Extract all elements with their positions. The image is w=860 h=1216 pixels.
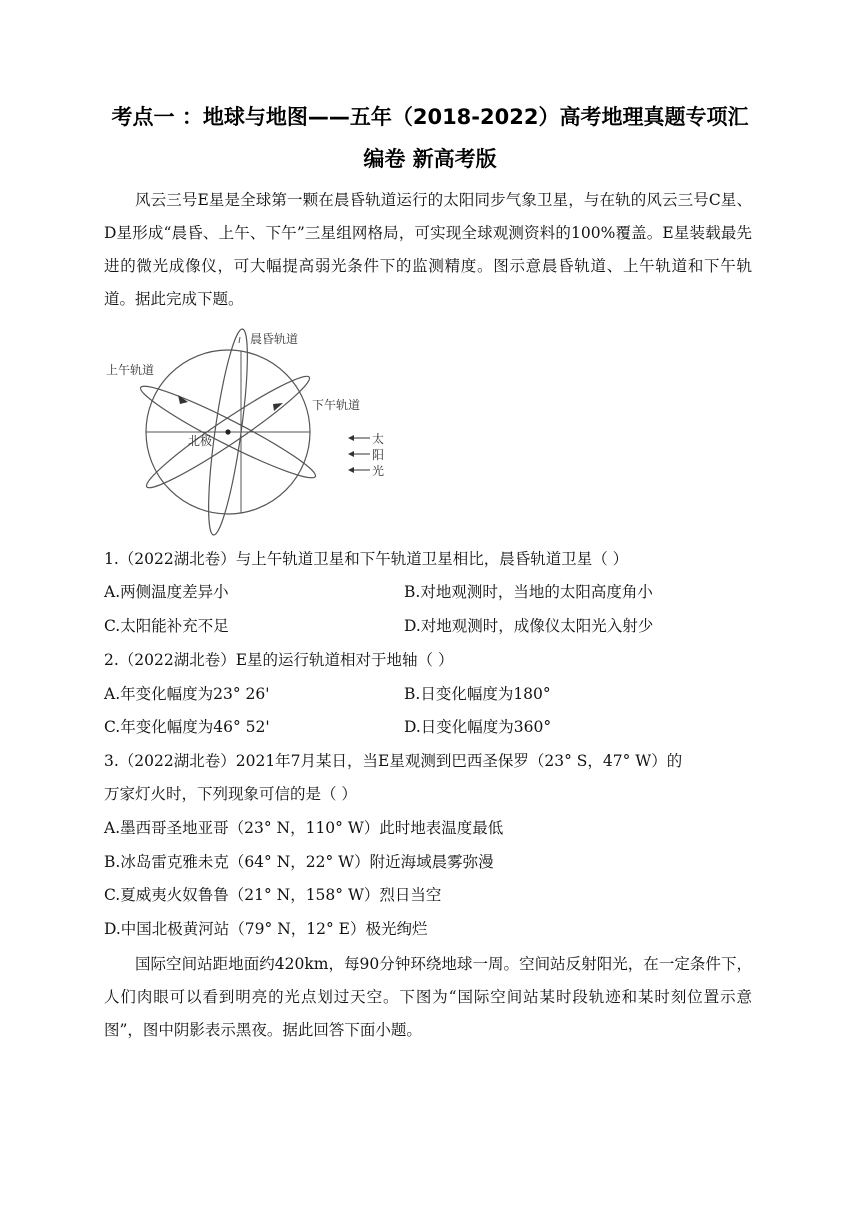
orbit-diagram (100, 325, 400, 545)
question-3-stem-line-1: 3.（2022湖北卷）2021年7月某日，当E星观测到巴西圣保罗（23° S，47° W）的 (104, 752, 683, 770)
label-afternoon-orbit: 下午轨道 (312, 398, 361, 412)
question-3-stem-line-2: 万家灯火时，下列现象可信的是（ ） (104, 785, 357, 803)
label-morning-orbit: 上午轨道 (106, 363, 155, 377)
sunlight-arrows (348, 435, 370, 473)
question-2-option-b: B.日变化幅度为180° (404, 685, 551, 703)
label-sunlight-3: 光 (372, 464, 385, 478)
dawn-dusk-leader (239, 337, 240, 343)
title-line-2: 编卷 新高考版 (363, 147, 497, 171)
passage-2: 国际空间站距地面约420km，每90分钟环绕地球一周。空间站反射阳光，在一定条件下，人们肉眼可以看到明亮的光点划过天空。下图为“国际空间站某时段轨迹和某时刻位置示意图”，图中阴影表示黑夜。据此回答下面小题。 (104, 955, 752, 1039)
question-2-option-d: D.日变化幅度为360° (404, 718, 552, 736)
question-2-option-a: A.年变化幅度为23° 26' (104, 685, 270, 703)
question-3-option-a: A.墨西哥圣地亚哥（23° N，110° W）此时地表温度最低 (104, 819, 504, 837)
label-north-pole: 北极 (188, 434, 213, 448)
question-3-option-c: C.夏威夷火奴鲁鲁（21° N，158° W）烈日当空 (104, 886, 442, 904)
north-pole-dot (225, 429, 230, 434)
title-line-1: 考点一 ：地球与地图——五年（2018-2022）高考地理真题专项汇 (111, 105, 749, 129)
label-sunlight-1: 太 (372, 432, 385, 446)
passage-1: 风云三号E星是全球第一颗在晨昏轨道运行的太阳同步气象卫星，与在轨的风云三号C星、D星形成“晨昏、上午、下午”三星组网格局，可实现全球观测资料的100%覆盖。E星装载最先进的微光成像仪，可大幅提高弱光条件下的监测精度。图示意晨昏轨道、上午轨道和下午轨道。据此完成下题。 (104, 191, 752, 308)
label-dawn-dusk-orbit: 晨昏轨道 (250, 332, 299, 346)
question-1-option-b: B.对地观测时，当地的太阳高度角小 (404, 583, 653, 601)
question-1-option-c: C.太阳能补充不足 (104, 617, 229, 635)
question-1-option-d: D.对地观测时，成像仪太阳光入射少 (404, 617, 654, 635)
question-3-option-d: D.中国北极黄河站（79° N，12° E）极光绚烂 (104, 920, 428, 938)
question-2-option-c: C.年变化幅度为46° 52' (104, 718, 270, 736)
question-3-option-b: B.冰岛雷克雅未克（64° N，22° W）附近海域晨雾弥漫 (104, 853, 494, 871)
question-1-option-a: A.两侧温度差异小 (104, 583, 229, 601)
question-2-stem: 2.（2022湖北卷）E星的运行轨道相对于地轴（ ） (104, 651, 454, 669)
label-sunlight-2: 阳 (372, 448, 385, 462)
question-1-stem: 1.（2022湖北卷）与上午轨道卫星和下午轨道卫星相比，晨昏轨道卫星（ ） (104, 550, 629, 568)
page-title (100, 96, 760, 180)
